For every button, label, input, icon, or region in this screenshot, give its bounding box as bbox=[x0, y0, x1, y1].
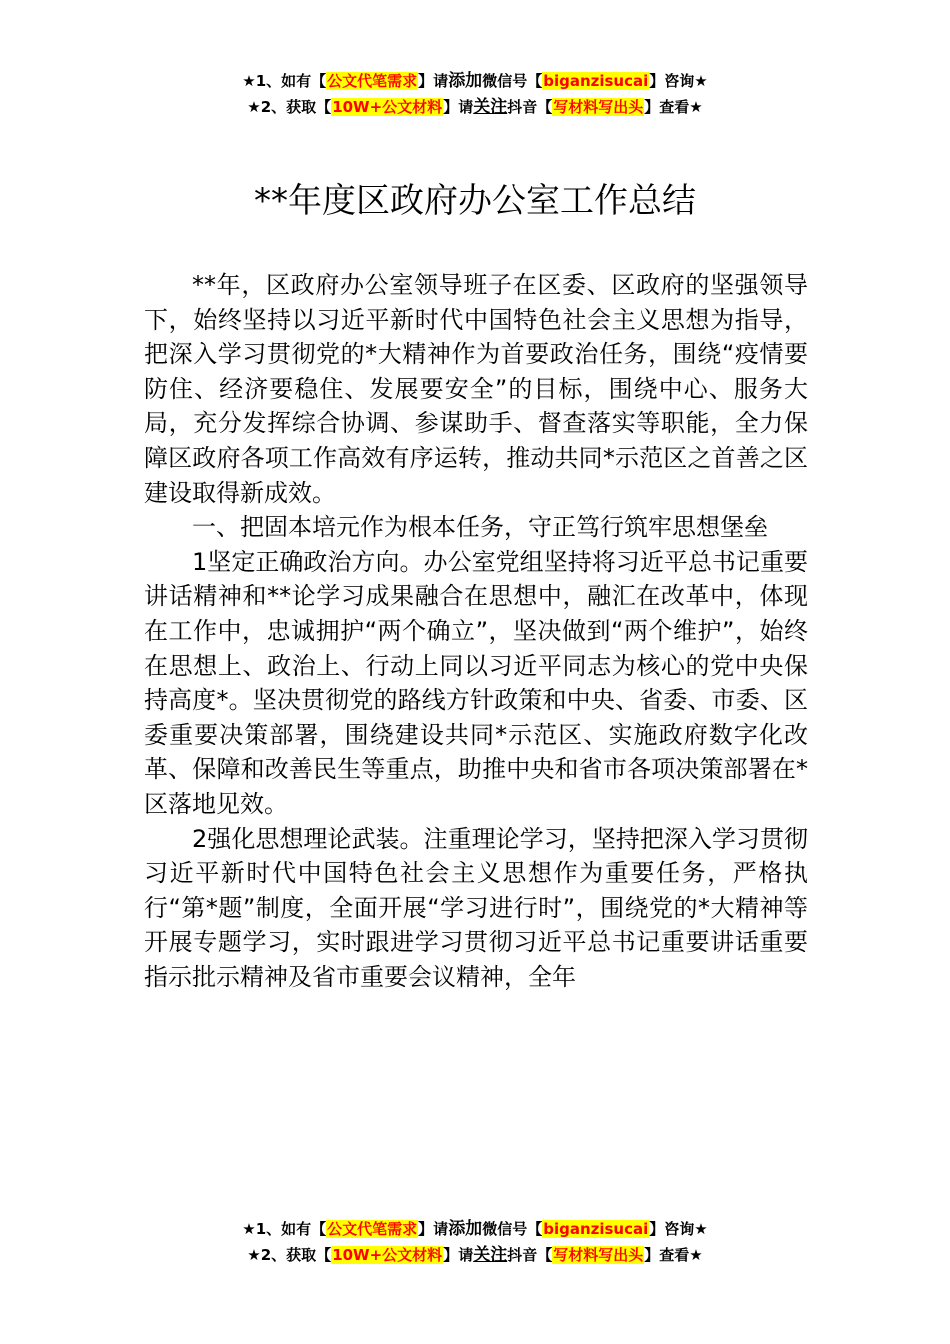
promo-douyin-id: 写材料写出头 bbox=[553, 1246, 644, 1264]
promo-line-2 bbox=[0, 94, 950, 120]
promo-highlight: 10W+公文材料 bbox=[332, 98, 443, 116]
promo-highlight: 公文代笔需求 bbox=[327, 72, 418, 90]
promo-text: ★2、获取【 bbox=[247, 1246, 332, 1264]
promo-banner-bottom bbox=[0, 1216, 950, 1268]
promo-text: ★2、获取【 bbox=[247, 98, 332, 116]
promo-text: 微信号【 bbox=[482, 1220, 543, 1238]
promo-line-1 bbox=[0, 1216, 950, 1242]
paragraph-item-2: 2强化思想理论武装。注重理论学习，坚持把深入学习贯彻习近平新时代中国特色社会主义思想作为重要任务，严格执行“第*题”制度，全面开展“学习进行时”，围绕党的*大精神等开展专题学习，实时跟进学习贯彻习近平总书记重要讲话重要指示批示精神及省市重要会议精神，全年 bbox=[144, 824, 808, 991]
paragraph-item-1: 1坚定正确政治方向。办公室党组坚持将习近平总书记重要讲话精神和**论学习成果融合在思想中，融汇在改革中，体现在工作中，忠诚拥护“两个确立”，坚决做到“两个维护”，始终在思想上、政治上、行动上同以习近平同志为核心的党中央保持高度*。坚决贯彻党的路线方针政策和中央、省委、市委、区委重要决策部署，围绕建设共同*示范区、实施政府数字化改革、保障和改善民生等重点，助推中央和省市各项决策部署在*区落地见效。 bbox=[144, 547, 808, 818]
document-body bbox=[144, 268, 808, 994]
promo-emphasis: 添加 bbox=[448, 71, 483, 91]
promo-emphasis: 关注 bbox=[473, 97, 508, 117]
promo-emphasis: 添加 bbox=[448, 1219, 483, 1239]
promo-wechat-id: biganzisucai bbox=[543, 72, 649, 90]
promo-text: 】请 bbox=[418, 72, 449, 90]
promo-highlight: 10W+公文材料 bbox=[332, 1246, 443, 1264]
promo-line-2 bbox=[0, 1242, 950, 1268]
section-heading-1: 一、把固本培元作为根本任务，守正笃行筑牢思想堡垒 bbox=[192, 513, 768, 542]
promo-emphasis: 关注 bbox=[473, 1245, 508, 1265]
promo-text: 】查看★ bbox=[644, 98, 703, 116]
promo-text: ★1、如有【 bbox=[242, 72, 327, 90]
promo-text: ★1、如有【 bbox=[242, 1220, 327, 1238]
promo-wechat-id: biganzisucai bbox=[543, 1220, 649, 1238]
promo-text: 抖音【 bbox=[507, 98, 553, 116]
promo-banner-top bbox=[0, 68, 950, 120]
promo-text: 】咨询★ bbox=[649, 72, 708, 90]
promo-text: 】请 bbox=[418, 1220, 449, 1238]
promo-douyin-id: 写材料写出头 bbox=[553, 98, 644, 116]
promo-text: 微信号【 bbox=[482, 72, 543, 90]
promo-text: 】查看★ bbox=[644, 1246, 703, 1264]
paragraph-intro: **年，区政府办公室领导班子在区委、区政府的坚强领导下，始终坚持以习近平新时代中国特色社会主义思想为指导，把深入学习贯彻党的*大精神作为首要政治任务，围绕“疫情要防住、经济要稳住、发展要安全”的目标，围绕中心、服务大局，充分发挥综合协调、参谋助手、督查落实等职能，全力保障区政府各项工作高效有序运转，推动共同*示范区之首善之区建设取得新成效。 bbox=[144, 271, 808, 507]
promo-text: 】请 bbox=[443, 98, 474, 116]
promo-text: 抖音【 bbox=[507, 1246, 553, 1264]
promo-line-1 bbox=[0, 68, 950, 94]
promo-highlight: 公文代笔需求 bbox=[327, 1220, 418, 1238]
promo-text: 】咨询★ bbox=[649, 1220, 708, 1238]
document-title: **年度区政府办公室工作总结 bbox=[254, 181, 696, 221]
promo-text: 】请 bbox=[443, 1246, 474, 1264]
